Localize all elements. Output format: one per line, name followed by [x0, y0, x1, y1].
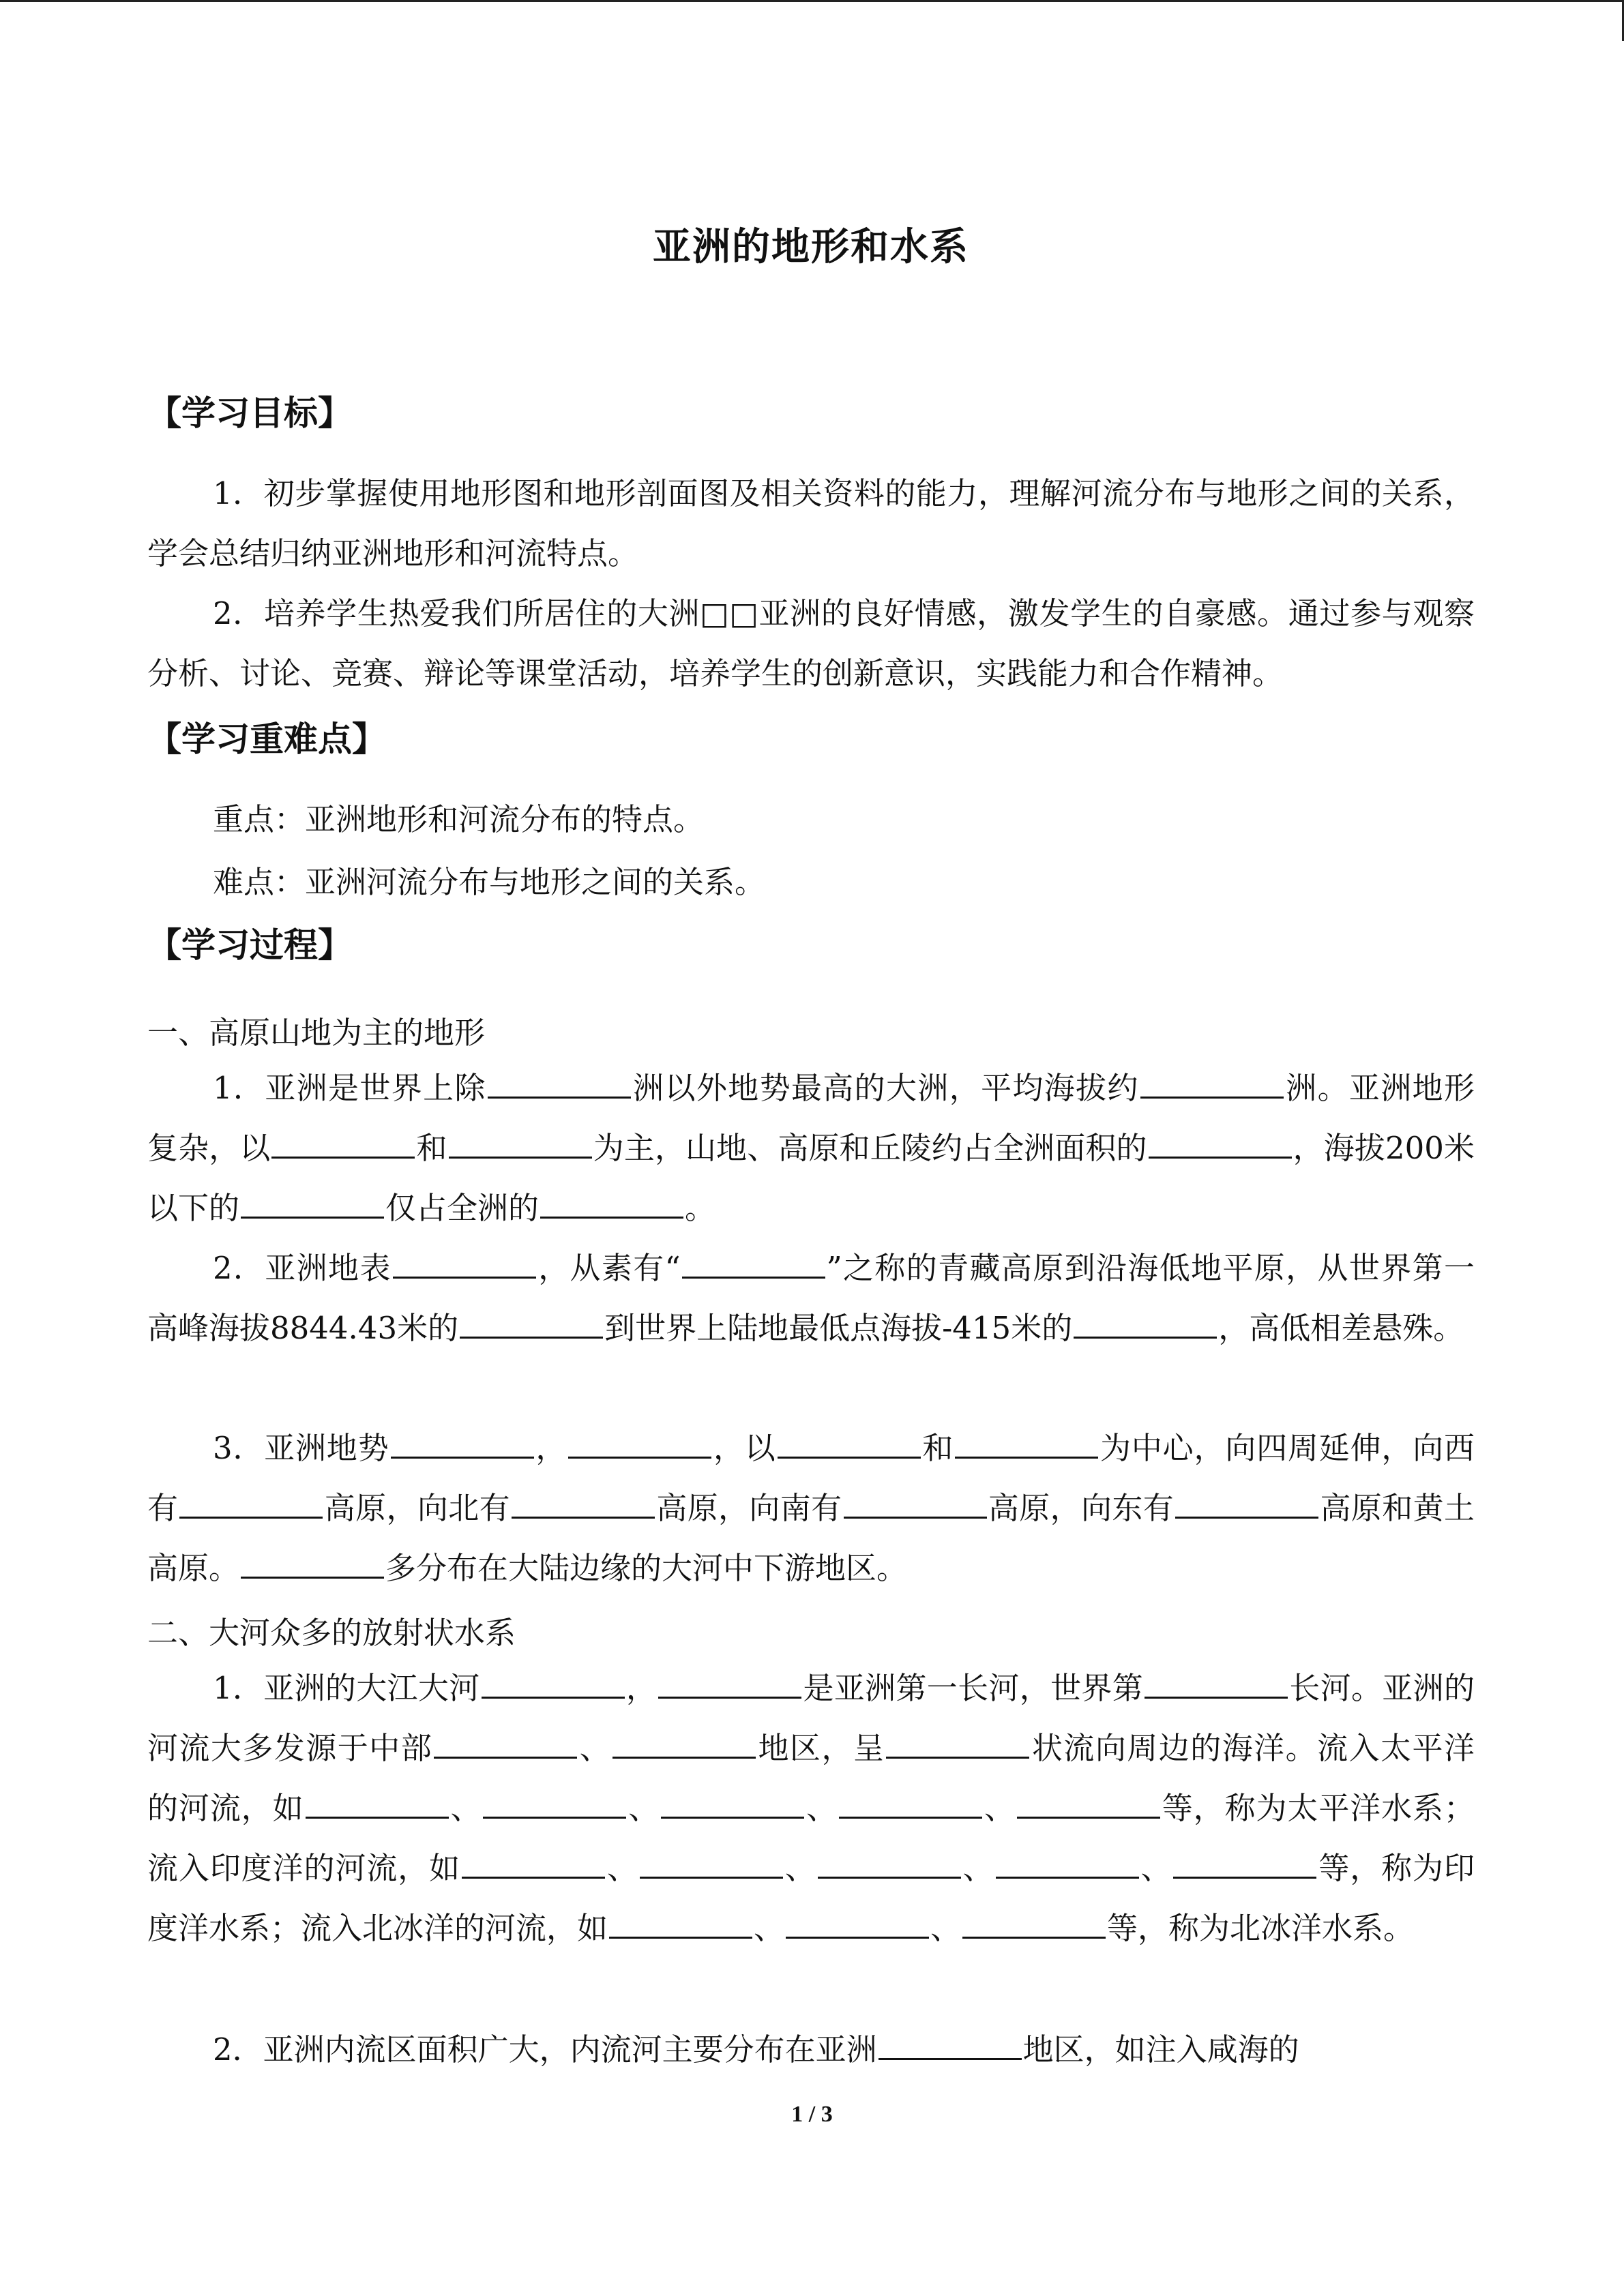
answer-blank[interactable] [434, 1725, 577, 1759]
answer-blank[interactable] [241, 1545, 384, 1579]
answer-blank[interactable] [962, 1905, 1106, 1939]
answer-blank[interactable] [393, 1245, 536, 1279]
answer-blank[interactable] [839, 1785, 982, 1819]
answer-blank[interactable] [306, 1785, 449, 1819]
goal-paragraph-1: 1．初步掌握使用地形图和地形剖面图及相关资料的能力，理解河流分布与地形之间的关系，学会总结归纳亚洲地形和河流特点。 [147, 475, 1475, 571]
answer-blank[interactable] [488, 1065, 631, 1099]
answer-blank[interactable] [1175, 1485, 1318, 1519]
section-process: 【学习过程】 [147, 925, 352, 965]
answer-blank[interactable] [996, 1845, 1139, 1879]
answer-blank[interactable] [1017, 1785, 1160, 1819]
answer-blank[interactable] [658, 1665, 801, 1699]
section-goals: 【学习目标】 [147, 393, 352, 433]
difficult-point-text: 难点：亚洲河流分布与地形之间的关系。 [213, 864, 766, 900]
answer-blank[interactable] [512, 1485, 655, 1519]
answer-blank[interactable] [886, 1725, 1029, 1759]
answer-blank[interactable] [818, 1845, 961, 1879]
answer-blank[interactable] [879, 2027, 1022, 2060]
page-title: 亚洲的地形和水系 [653, 225, 969, 269]
top-border-line [0, 0, 1624, 2]
part1-question-1: 1．亚洲是世界上除 洲以外地势最高的大洲，平均海拔约 洲。亚洲地形复杂，以 和 为主，山地、高原和丘陵约占全洲面积的 ，海拔200米以下的 仅占全洲的 。 [147, 1058, 1475, 1238]
answer-blank[interactable] [1173, 1845, 1316, 1879]
answer-blank[interactable] [640, 1845, 783, 1879]
answer-blank[interactable] [540, 1185, 683, 1219]
part2-question-1: 1．亚洲的大江大河 ， 是亚洲第一长河，世界第 长河。亚洲的河流大多发源于中部 、 地区，呈 状流向周边的海洋。流入太平洋的河流，如 、 、 、 、 等，称为太平洋水系；流入印度洋的河流，如 、 、 、 、 等，称为印度洋水系；流入北冰洋的河流，如 、 、 等，称为北冰洋水系。 [147, 1658, 1475, 1958]
answer-blank[interactable] [271, 1125, 415, 1159]
key-point-text: 重点：亚洲地形和河流分布的特点。 [213, 801, 705, 837]
answer-blank[interactable] [661, 1785, 804, 1819]
answer-blank[interactable] [1149, 1125, 1292, 1159]
part1-question-3: 3．亚洲地势 ， ，以 和 为中心，向四周延伸，向西有 高原，向北有 高原，向南有 高原，向东有 高原和黄土高原。 多分布在大陆边缘的大河中下游地区。 [147, 1418, 1475, 1598]
answer-blank[interactable] [449, 1125, 592, 1159]
answer-blank[interactable] [1074, 1305, 1217, 1339]
section-key-points: 【学习重难点】 [147, 719, 386, 759]
answer-blank[interactable] [1140, 1065, 1284, 1099]
answer-blank[interactable] [179, 1485, 323, 1519]
answer-blank[interactable] [568, 1425, 711, 1459]
answer-blank[interactable] [391, 1425, 534, 1459]
answer-blank[interactable] [682, 1245, 825, 1279]
part1-heading: 一、高原山地为主的地形 [147, 1015, 486, 1051]
answer-blank[interactable] [482, 1665, 625, 1699]
part1-question-2: 2．亚洲地表 ，从素有“ ”之称的青藏高原到沿海低地平原，从世界第一高峰海拔8844.43米的 到世界上陆地最低点海拔-415米的 ，高低相差悬殊。 [147, 1238, 1475, 1358]
answer-blank[interactable] [460, 1305, 603, 1339]
answer-blank[interactable] [1145, 1665, 1288, 1699]
answer-blank[interactable] [609, 1905, 752, 1939]
answer-blank[interactable] [786, 1905, 929, 1939]
page-number: 1 / 3 [791, 2102, 833, 2127]
answer-blank[interactable] [844, 1485, 987, 1519]
goal-paragraph-2: 2．培养学生热爱我们所居住的大洲□□亚洲的良好情感，激发学生的自豪感。通过参与观察分析、讨论、竞赛、辩论等课堂活动，培养学生的创新意识，实践能力和合作精神。 [147, 595, 1475, 691]
part2-question-2: 2．亚洲内流区面积广大，内流河主要分布在亚洲 地区，如注入咸海的 [147, 2020, 1475, 2080]
answer-blank[interactable] [241, 1185, 384, 1219]
answer-blank[interactable] [612, 1725, 756, 1759]
answer-blank[interactable] [955, 1425, 1098, 1459]
answer-blank[interactable] [462, 1845, 605, 1879]
answer-blank[interactable] [778, 1425, 921, 1459]
answer-blank[interactable] [483, 1785, 626, 1819]
part2-heading: 二、大河众多的放射状水系 [147, 1615, 516, 1651]
